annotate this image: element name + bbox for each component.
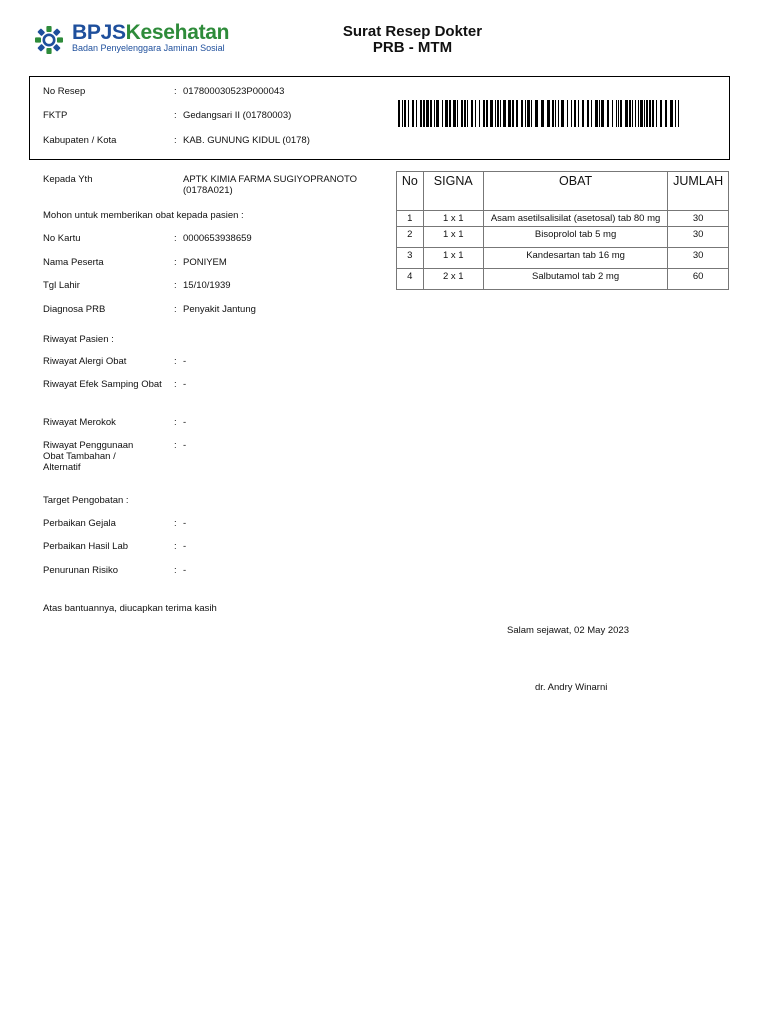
riwayat-alergi-label: Riwayat Alergi Obat <box>43 356 127 367</box>
diagnosa-label: Diagnosa PRB <box>43 304 106 315</box>
colon: : <box>174 565 177 576</box>
document-subtitle: PRB - MTM <box>372 39 453 56</box>
colon: : <box>174 86 177 97</box>
col-header-obat: OBAT <box>483 172 667 211</box>
cell-obat: Kandesartan tab 16 mg <box>483 248 667 269</box>
riwayat-heading: Riwayat Pasien : <box>43 334 114 345</box>
riwayat-merokok-value: - <box>183 417 187 428</box>
target-heading: Target Pengobatan : <box>43 495 129 506</box>
riwayat-penggunaan-value: - <box>183 440 187 451</box>
cell-no: 3 <box>397 248 424 269</box>
cell-obat: Bisoprolol tab 5 mg <box>483 227 667 248</box>
cell-signa: 1 x 1 <box>423 227 483 248</box>
cell-signa: 2 x 1 <box>423 269 483 290</box>
table-row <box>397 211 729 227</box>
greeting-text: Salam sejawat, 02 May 2023 <box>507 625 629 636</box>
cell-no: 2 <box>397 227 424 248</box>
fktp-label: FKTP <box>43 110 68 121</box>
cell-signa: 1 x 1 <box>423 248 483 269</box>
cell-no: 1 <box>397 211 424 227</box>
table-row <box>397 248 729 269</box>
kabupaten-value: KAB. GUNUNG KIDUL (0178) <box>183 135 310 146</box>
cell-obat: Asam asetilsalisilat (asetosal) tab 80 mg <box>483 211 667 227</box>
brand-tagline: Badan Penyelenggara Jaminan Sosial <box>72 43 225 53</box>
cell-jumlah: 30 <box>668 248 729 269</box>
riwayat-penggunaan-label: Riwayat Penggunaan Obat Tambahan / Alternatif <box>43 440 134 473</box>
brand-name-part2: Kesehatan <box>125 21 230 44</box>
col-header-jumlah: JUMLAH <box>668 172 729 211</box>
tgl-lahir-label: Tgl Lahir <box>43 280 80 291</box>
colon: : <box>174 304 177 315</box>
nama-label: Nama Peserta <box>43 257 104 268</box>
cell-jumlah: 30 <box>668 227 729 248</box>
bpjs-logo-icon <box>34 25 64 55</box>
target-hasil-lab-label: Perbaikan Hasil Lab <box>43 541 129 552</box>
target-risiko-label: Penurunan Risiko <box>43 565 118 576</box>
colon: : <box>174 257 177 268</box>
colon: : <box>174 356 177 367</box>
brand-name <box>72 21 229 45</box>
cell-obat: Salbutamol tab 2 mg <box>483 269 667 290</box>
no-kartu-label: No Kartu <box>43 233 81 244</box>
colon: : <box>174 518 177 529</box>
colon: : <box>174 280 177 291</box>
fktp-value: Gedangsari II (01780003) <box>183 110 292 121</box>
table-header-row <box>397 172 729 211</box>
barcode-icon <box>398 100 680 127</box>
doctor-name: dr. Andry Winarni <box>535 682 608 693</box>
riwayat-merokok-label: Riwayat Merokok <box>43 417 116 428</box>
col-header-signa: SIGNA <box>423 172 483 211</box>
riwayat-alergi-value: - <box>183 356 187 367</box>
kepada-value-line2: (0178A021) <box>183 185 233 196</box>
diagnosa-value: Penyakit Jantung <box>183 304 256 315</box>
kepada-value-line1: APTK KIMIA FARMA SUGIYOPRANOTO <box>183 174 358 185</box>
colon: : <box>174 110 177 121</box>
target-risiko-value: - <box>183 565 187 576</box>
no-resep-label: No Resep <box>43 86 86 97</box>
colon: : <box>174 440 177 451</box>
cell-jumlah: 60 <box>668 269 729 290</box>
target-hasil-lab-value: - <box>183 541 187 552</box>
brand-name-part1: BPJS <box>72 21 126 44</box>
prescription-table <box>396 171 729 290</box>
cell-jumlah: 30 <box>668 211 729 227</box>
no-resep-value: 017800030523P000043 <box>183 86 285 97</box>
col-header-no: No <box>397 172 424 211</box>
document-title: Surat Resep Dokter <box>342 23 483 40</box>
tgl-lahir-value: 15/10/1939 <box>183 280 231 291</box>
table-row <box>397 227 729 248</box>
request-text: Mohon untuk memberikan obat kepada pasien : <box>43 210 244 221</box>
table-row <box>397 269 729 290</box>
nama-value: PONIYEM <box>183 257 227 268</box>
colon: : <box>174 233 177 244</box>
colon: : <box>174 379 177 390</box>
kepada-label: Kepada Yth <box>43 174 93 185</box>
cell-no: 4 <box>397 269 424 290</box>
no-kartu-value: 0000653938659 <box>183 233 252 244</box>
colon: : <box>174 541 177 552</box>
target-gejala-label: Perbaikan Gejala <box>43 518 116 529</box>
cell-signa: 1 x 1 <box>423 211 483 227</box>
riwayat-efek-value: - <box>183 379 187 390</box>
target-gejala-value: - <box>183 518 187 529</box>
kabupaten-label: Kabupaten / Kota <box>43 135 117 146</box>
colon: : <box>174 135 177 146</box>
riwayat-efek-label: Riwayat Efek Samping Obat <box>43 379 162 390</box>
thanks-text: Atas bantuannya, diucapkan terima kasih <box>43 603 217 614</box>
colon: : <box>174 417 177 428</box>
